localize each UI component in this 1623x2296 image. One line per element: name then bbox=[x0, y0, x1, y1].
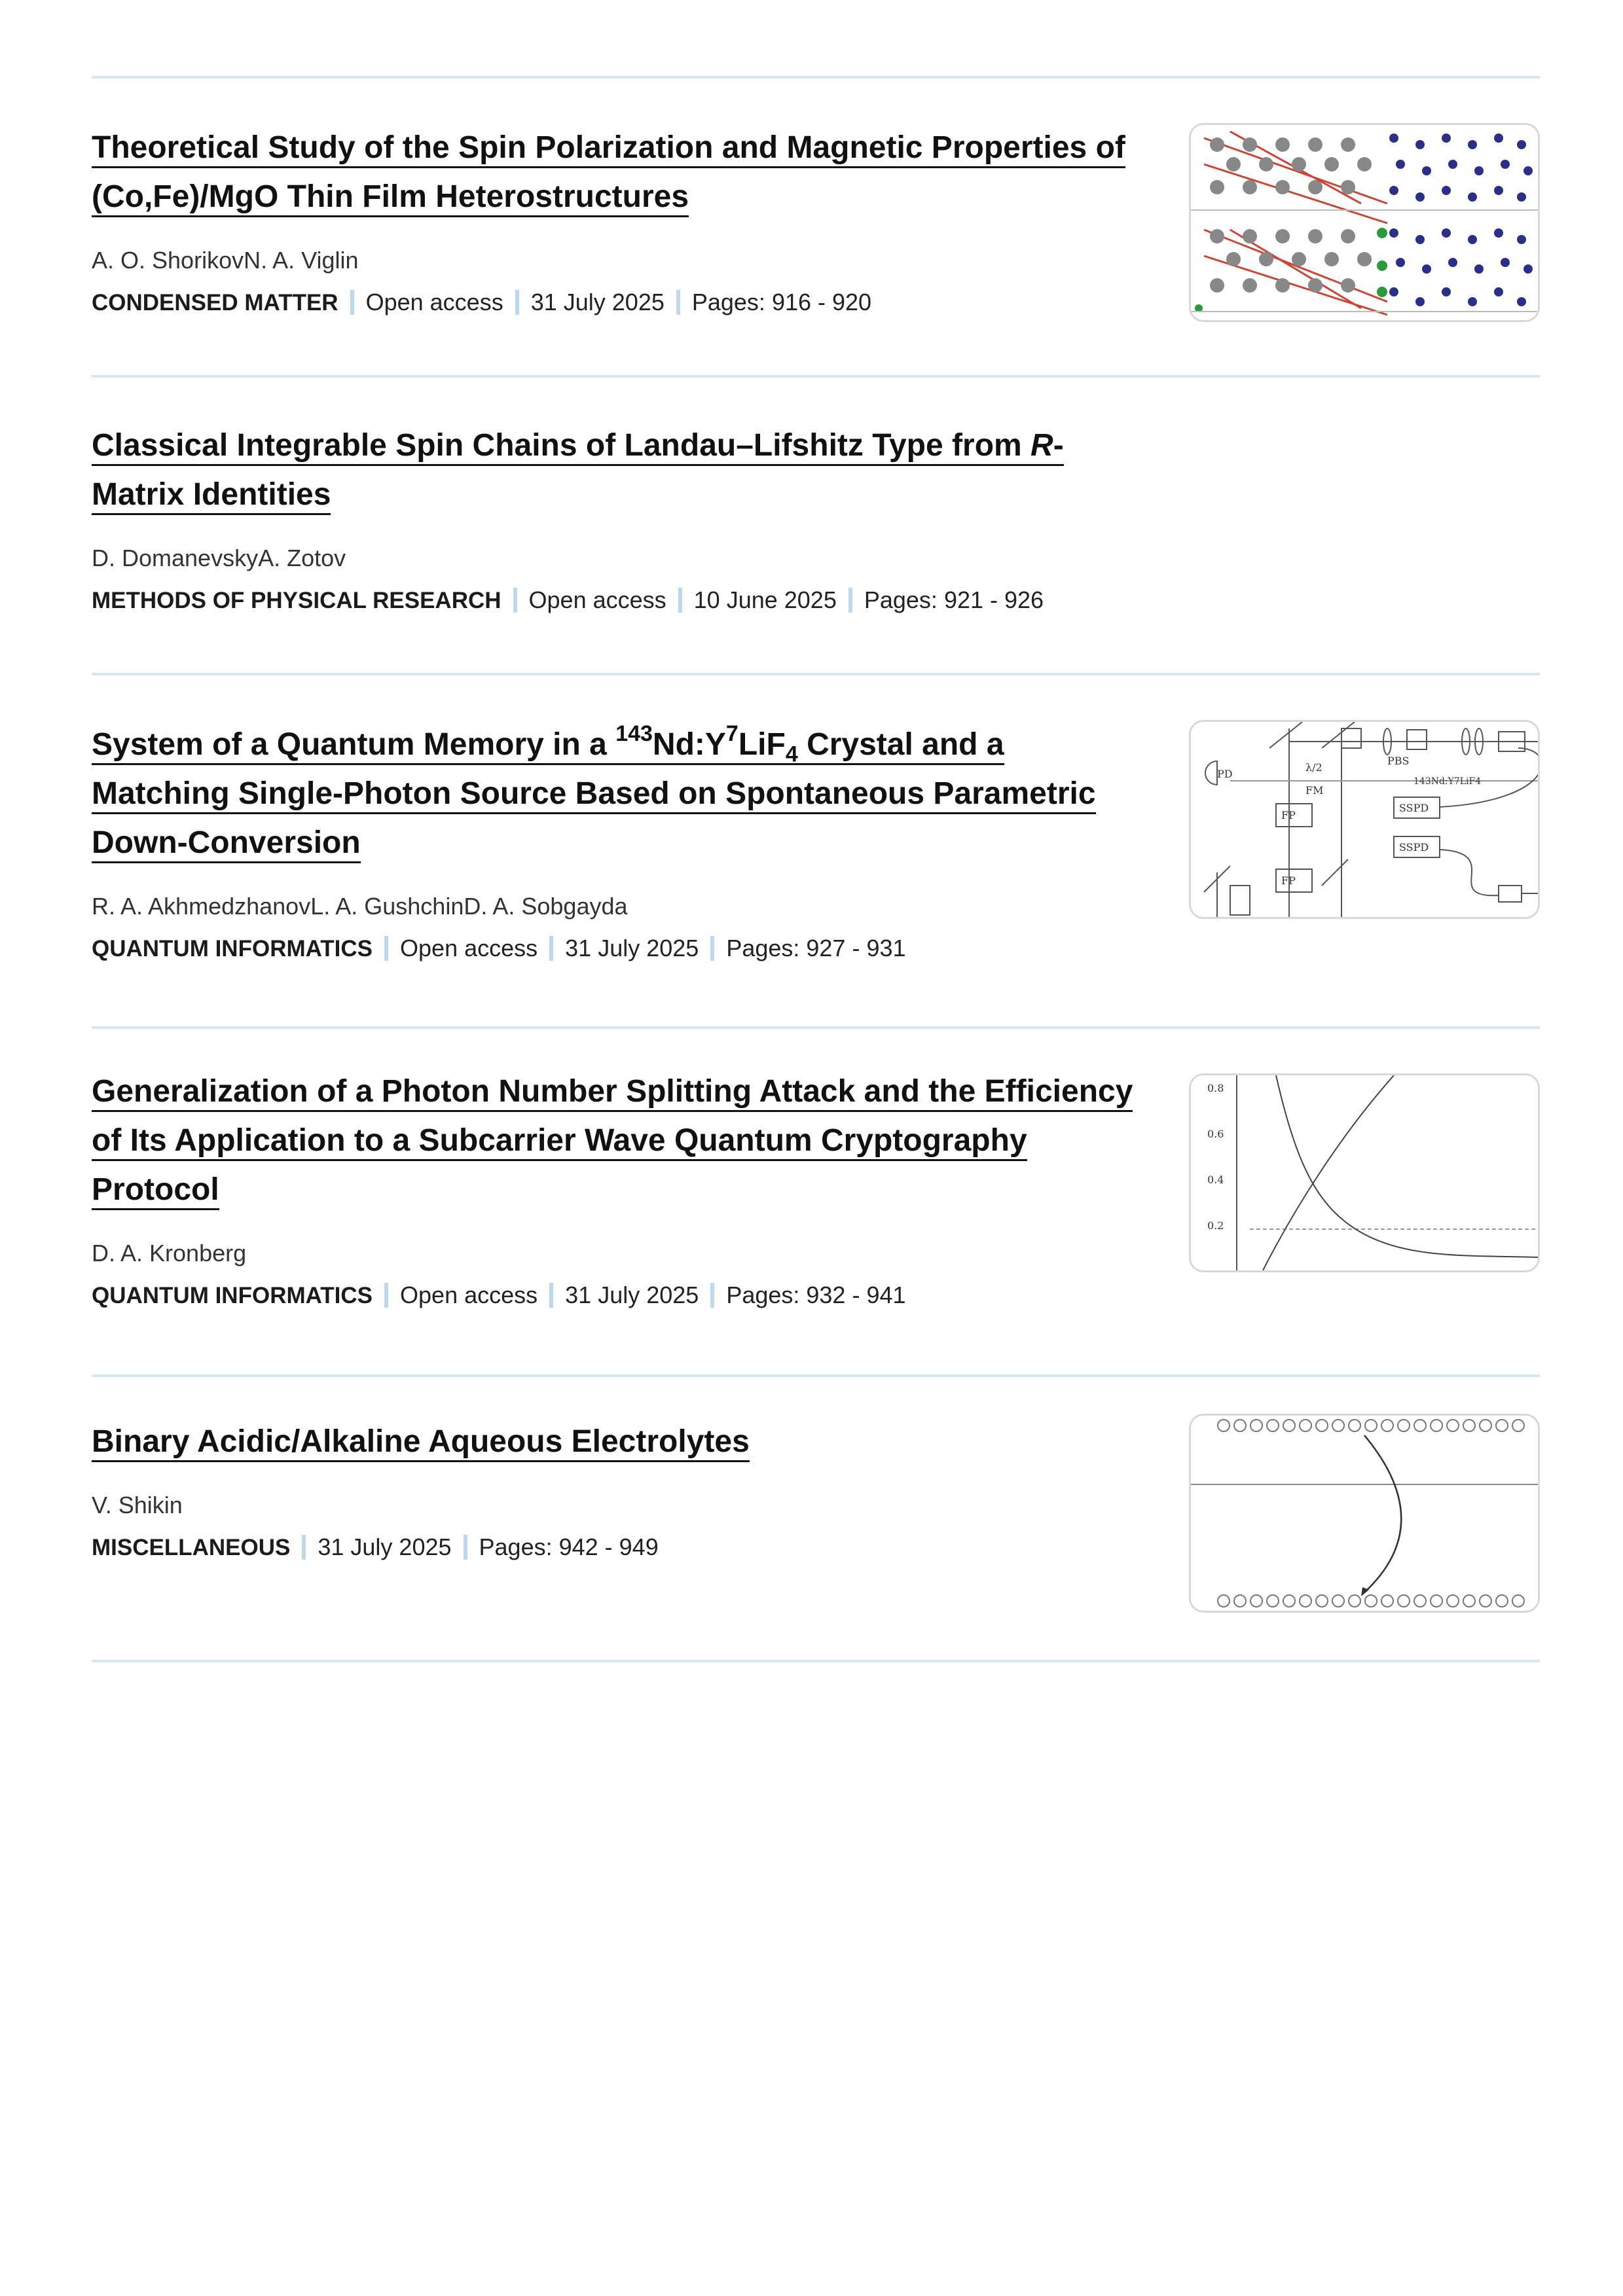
separator bbox=[515, 290, 519, 315]
article-item bbox=[92, 123, 1540, 317]
separator bbox=[678, 588, 682, 613]
article-category[interactable]: METHODS OF PHYSICAL RESEARCH bbox=[92, 588, 501, 613]
y-tick: 0.2 bbox=[1207, 1219, 1224, 1232]
crystal-structure-graphic bbox=[1191, 125, 1538, 320]
article-item bbox=[92, 1067, 1540, 1310]
y-tick: 0.8 bbox=[1207, 1082, 1224, 1094]
y-tick: 0.6 bbox=[1207, 1128, 1224, 1140]
separator bbox=[710, 1283, 714, 1308]
separator bbox=[350, 290, 354, 315]
article-item bbox=[92, 1417, 1540, 1562]
article-authors: R. A. AkhmedzhanovL. A. GushchinD. A. Sobgayda bbox=[92, 893, 628, 920]
electrode-potential-image[interactable] bbox=[1189, 1414, 1540, 1613]
article-item bbox=[92, 720, 1540, 963]
article-pages: Pages: 927 - 931 bbox=[726, 935, 906, 961]
label-sspd: SSPD bbox=[1399, 841, 1429, 853]
separator bbox=[464, 1535, 467, 1560]
article-title-link[interactable]: Binary Acidic/Alkaline Aqueous Electrolytes bbox=[92, 1417, 1139, 1466]
article-title-link[interactable]: Theoretical Study of the Spin Polarization and Magnetic Properties of (Co,Fe)/MgO Thin Film Heterostructures bbox=[92, 123, 1139, 221]
access-badge: Open access bbox=[400, 935, 538, 961]
optical-setup-graphic bbox=[1191, 722, 1538, 917]
curve-plot-graphic bbox=[1191, 1075, 1538, 1270]
article-title-link[interactable]: System of a Quantum Memory in a $^{143}$Nd:Y$^7$LiF$_4$ Crystal and a Matching Single-Photon Source Based on Spontaneous Parametric Down-Conversion bbox=[92, 720, 1139, 867]
divider bbox=[92, 375, 1540, 378]
separator bbox=[384, 1283, 388, 1308]
label-pbs: PBS bbox=[1387, 755, 1410, 767]
separator bbox=[676, 290, 680, 315]
article-title-link[interactable]: Classical Integrable Spin Chains of Landau–Lifshitz Type from R-Matrix Identities bbox=[92, 421, 1139, 519]
article-authors: V. Shikin bbox=[92, 1492, 183, 1518]
label-fm: FM bbox=[1305, 784, 1324, 797]
divider bbox=[92, 1660, 1540, 1662]
separator bbox=[384, 936, 388, 961]
electrode-potential-graphic bbox=[1191, 1416, 1538, 1611]
article-pages: Pages: 942 - 949 bbox=[479, 1534, 659, 1560]
separator bbox=[848, 588, 852, 613]
article-pages: Pages: 916 - 920 bbox=[691, 289, 872, 315]
y-tick: 0.4 bbox=[1207, 1174, 1224, 1186]
separator bbox=[549, 1283, 553, 1308]
label-half-wave: λ/2 bbox=[1305, 761, 1322, 774]
divider bbox=[92, 1374, 1540, 1377]
label-fp: FP bbox=[1281, 809, 1296, 821]
access-badge: Open access bbox=[400, 1282, 538, 1308]
label-crystal: 143Nd:Y7LiF4 bbox=[1413, 776, 1482, 787]
access-badge: Open access bbox=[528, 586, 666, 613]
article-category[interactable]: CONDENSED MATTER bbox=[92, 290, 338, 315]
separator bbox=[302, 1535, 306, 1560]
article-meta bbox=[92, 1281, 1540, 1310]
divider bbox=[92, 1026, 1540, 1029]
label-fp: FP bbox=[1281, 874, 1296, 887]
separator bbox=[710, 936, 714, 961]
label-sspd: SSPD bbox=[1399, 802, 1429, 814]
article-pages: Pages: 921 - 926 bbox=[864, 586, 1044, 613]
divider bbox=[92, 673, 1540, 675]
article-category[interactable]: MISCELLANEOUS bbox=[92, 1535, 291, 1560]
article-meta bbox=[92, 934, 1540, 963]
article-meta bbox=[92, 586, 1540, 615]
label-pd: PD bbox=[1217, 768, 1233, 780]
article-date: 31 July 2025 bbox=[565, 935, 699, 961]
article-authors: D. A. Kronberg bbox=[92, 1240, 247, 1266]
article-date: 31 July 2025 bbox=[565, 1282, 699, 1308]
optical-setup-diagram[interactable] bbox=[1189, 720, 1540, 919]
article-date: 31 July 2025 bbox=[318, 1534, 452, 1560]
article-pages: Pages: 932 - 941 bbox=[726, 1282, 906, 1308]
access-badge: Open access bbox=[365, 289, 503, 315]
article-category[interactable]: QUANTUM INFORMATICS bbox=[92, 1283, 373, 1308]
article-date: 10 June 2025 bbox=[693, 586, 837, 613]
separator bbox=[513, 588, 517, 613]
article-category[interactable]: QUANTUM INFORMATICS bbox=[92, 936, 373, 961]
article-item bbox=[92, 421, 1540, 615]
article-authors: D. DomanevskyA. Zotov bbox=[92, 545, 346, 571]
separator bbox=[549, 936, 553, 961]
article-authors: A. O. ShorikovN. A. Viglin bbox=[92, 247, 359, 274]
article-title-link[interactable]: Generalization of a Photon Number Splitting Attack and the Efficiency of Its Application to a Subcarrier Wave Quantum Cryptography Protocol bbox=[92, 1067, 1139, 1214]
curve-plot-image[interactable] bbox=[1189, 1073, 1540, 1272]
article-date: 31 July 2025 bbox=[530, 289, 665, 315]
divider bbox=[92, 76, 1540, 79]
crystal-structure-image[interactable] bbox=[1189, 123, 1540, 322]
